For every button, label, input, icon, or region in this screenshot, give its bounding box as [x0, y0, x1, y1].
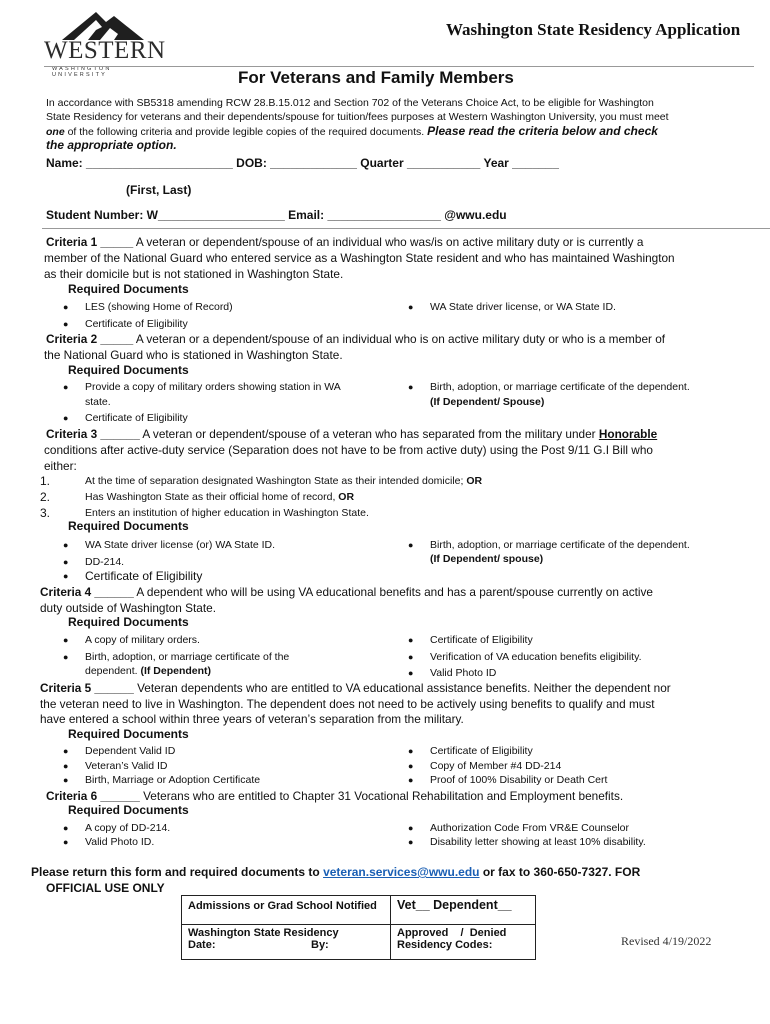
- official-use-table: [181, 895, 536, 960]
- mountain-logo-icon: [44, 10, 156, 40]
- list-item-text: Copy of Member #4 DD-214: [430, 760, 562, 772]
- residency-label: Washington State Residency: [188, 927, 339, 939]
- document-title: Washington State Residency Application: [446, 20, 741, 39]
- list-item: [63, 633, 200, 647]
- list-item: [63, 835, 155, 849]
- logo-subtitle: WASHINGTON UNIVERSITY: [52, 66, 112, 78]
- criteria-1: [46, 234, 643, 250]
- bullet-icon: ●: [408, 668, 414, 678]
- list-item-text: Certificate of Eligibility: [430, 745, 533, 757]
- list-item: [63, 380, 341, 394]
- list-item: [63, 300, 233, 314]
- bullet-icon: ●: [63, 302, 69, 312]
- bullet-icon: ●: [408, 652, 414, 662]
- list-item: [408, 633, 533, 647]
- bullet-icon: ●: [63, 837, 69, 847]
- numbered-item: [40, 474, 483, 488]
- header-rule: [44, 66, 754, 67]
- intro-line-2: State Residency for veterans and their dependents/spouse for tuition/fees purposes at Western Washington University, you must meet: [46, 111, 669, 123]
- criteria-1-required-docs-heading: Required Documents: [68, 282, 189, 296]
- criteria-5-text: Veteran dependents who are entitled to VA educational assistance benefits. Neither the dependent nor: [133, 681, 671, 695]
- list-item-text: Proof of 100% Disability or Death Cert: [430, 774, 608, 786]
- list-item: [63, 317, 188, 331]
- bullet-icon: ●: [63, 382, 69, 392]
- list-item-text: Disability letter showing at least 10% disability.: [430, 836, 646, 848]
- list-item: [63, 538, 276, 552]
- name-dob-field-row[interactable]: Name: ______________________ DOB: _____________ Quarter ___________ Year _______: [46, 156, 559, 170]
- item-number: 2.: [40, 490, 51, 504]
- return-text: Please return this form and required documents to: [31, 865, 324, 879]
- date-label[interactable]: Date:: [188, 939, 216, 951]
- list-item-text: Dependent Valid ID: [85, 745, 176, 757]
- intro-line-1: In accordance with SB5318 amending RCW 28.B.15.012 and Section 702 of the Veterans Choice Act, to be eligible for Washington: [46, 97, 654, 109]
- bullet-icon: ●: [63, 571, 69, 581]
- list-item: [408, 380, 690, 394]
- criteria-3: [46, 426, 657, 442]
- section-rule: [42, 228, 770, 229]
- table-row: [182, 896, 536, 925]
- form-subtitle: For Veterans and Family Members: [238, 68, 514, 87]
- list-item: [408, 821, 630, 835]
- criteria-3-line-3: either:: [44, 459, 77, 473]
- list-item-text: Has Washington State as their official home of record,: [85, 491, 339, 503]
- criteria-2-text: A veteran or a dependent/spouse of an individual who is on active military duty or who is a member of: [133, 332, 666, 346]
- criteria-6-text: Veterans who are entitled to Chapter 31 Vocational Rehabilitation and Employment benefits.: [139, 789, 624, 803]
- criteria-3-required-docs-heading: Required Documents: [68, 519, 189, 533]
- fax-text: or fax to 360-650-7327. FOR: [479, 865, 641, 879]
- list-item-text: dependent.: [85, 665, 141, 677]
- bullet-icon: ●: [408, 761, 414, 771]
- by-label[interactable]: By:: [311, 939, 329, 951]
- list-item-text: WA State driver license, or WA State ID.: [430, 301, 616, 313]
- list-item: [408, 300, 616, 314]
- table-row: [182, 925, 536, 960]
- list-item-text: Birth, adoption, or marriage certificate of the: [85, 651, 290, 663]
- list-item-note: (If Dependent/ spouse): [430, 553, 544, 565]
- criteria-5-line-2: the veteran need to live in Washington. The dependent does not need to be actively using benefits to qualify and must: [40, 697, 655, 711]
- list-item-continued: state.: [85, 396, 111, 408]
- intro-instruction-end: the appropriate option.: [46, 138, 177, 152]
- bullet-icon: ●: [63, 746, 69, 756]
- bullet-icon: ●: [63, 652, 69, 662]
- item-number: 3.: [40, 506, 51, 520]
- list-item-text: Valid Photo ID.: [85, 836, 155, 848]
- official-use-heading: OFFICIAL USE ONLY: [46, 881, 165, 895]
- intro-text: of the following criteria and provide legible copies of the required documents.: [64, 126, 428, 138]
- approval-cell: [391, 925, 536, 960]
- bullet-icon: ●: [63, 557, 69, 567]
- criteria-4-checkbox[interactable]: Criteria 4 ______: [40, 585, 134, 599]
- criteria-1-text: A veteran or dependent/spouse of an individual who was/is on active military duty or is currently a: [133, 235, 644, 249]
- list-item-text: Veteran’s Valid ID: [85, 760, 168, 772]
- list-item: [63, 821, 171, 835]
- criteria-1-line-3: as their domicile but is not stationed in Washington State.: [44, 267, 344, 281]
- list-item-continued: [85, 664, 211, 678]
- criteria-5-required-docs-heading: Required Documents: [68, 727, 189, 741]
- criteria-2-checkbox[interactable]: Criteria 2 _____: [46, 332, 134, 346]
- student-email-field-row[interactable]: Student Number: W___________________ Email: _________________ @wwu.edu: [46, 208, 507, 222]
- return-instructions: [31, 865, 640, 879]
- list-item: [408, 666, 497, 680]
- bullet-icon: ●: [63, 319, 69, 329]
- criteria-2-line-2: the National Guard who is stationed in Washington State.: [44, 348, 343, 362]
- list-item-text: DD-214.: [85, 556, 125, 568]
- list-item: [63, 555, 125, 569]
- list-item: [408, 538, 690, 552]
- or-emphasis: OR: [466, 475, 483, 487]
- criteria-6-checkbox[interactable]: Criteria 6 ______: [46, 789, 140, 803]
- list-item: [63, 650, 290, 664]
- list-item: [408, 744, 533, 758]
- numbered-item: [40, 506, 369, 520]
- list-item-text: Provide a copy of military orders showing station in WA: [85, 381, 341, 393]
- or-emphasis: OR: [338, 491, 355, 503]
- criteria-5-checkbox[interactable]: Criteria 5 ______: [40, 681, 134, 695]
- revision-date: Revised 4/19/2022: [621, 934, 712, 948]
- residency-cell: [182, 925, 391, 960]
- criteria-3-text: A veteran or dependent/spouse of a veteran who has separated from the military under: [139, 427, 599, 441]
- list-item-text: Birth, Marriage or Adoption Certificate: [85, 774, 261, 786]
- list-item-text: Verification of VA education benefits eligibility.: [430, 651, 642, 663]
- list-item-text: At the time of separation designated Washington State as their intended domicile;: [85, 475, 467, 487]
- vet-dependent-cell[interactable]: Vet__ Dependent__: [391, 896, 536, 925]
- list-item-note: (If Dependent): [140, 665, 212, 677]
- criteria-5: [40, 680, 671, 696]
- list-item: [408, 773, 608, 787]
- criteria-2: [46, 331, 665, 347]
- bullet-icon: ●: [63, 540, 69, 550]
- list-item-text: Valid Photo ID: [430, 667, 497, 679]
- bullet-icon: ●: [408, 823, 414, 833]
- criteria-4-required-docs-heading: Required Documents: [68, 615, 189, 629]
- first-last-hint: (First, Last): [126, 183, 192, 197]
- bullet-icon: ●: [408, 635, 414, 645]
- list-item-text: Certificate of Eligibility: [85, 412, 188, 424]
- criteria-4: [40, 584, 653, 600]
- list-item-text: Birth, adoption, or marriage certificate of the dependent.: [430, 381, 690, 393]
- list-item: [408, 650, 642, 664]
- list-item: [408, 835, 646, 849]
- criteria-3-line-2: conditions after active-duty service (Separation does not have to be from active duty) using the Post 9/11 G.I Bill who: [44, 443, 653, 457]
- criteria-6: [46, 788, 623, 804]
- bullet-icon: ●: [63, 823, 69, 833]
- list-item-text: Certificate of Eligibility: [85, 569, 203, 583]
- criteria-5-line-3: have entered a school within three years of veteran’s separation from the military.: [40, 712, 464, 726]
- bullet-icon: ●: [408, 837, 414, 847]
- criteria-6-required-docs-heading: Required Documents: [68, 803, 189, 817]
- list-item-text: Certificate of Eligibility: [85, 318, 188, 330]
- item-number: 1.: [40, 474, 51, 488]
- admissions-notified-cell: Admissions or Grad School Notified: [182, 896, 391, 925]
- list-item: [63, 759, 168, 773]
- list-item: [63, 569, 203, 583]
- list-item: [63, 411, 188, 425]
- numbered-item: [40, 490, 355, 504]
- residency-codes-label[interactable]: Residency Codes:: [397, 939, 493, 951]
- criteria-1-line-2: member of the National Guard who entered service as a Washington State resident and who has maintained Washington: [44, 251, 675, 265]
- criteria-4-line-2: duty outside of Washington State.: [40, 601, 216, 615]
- intro-line-3: [46, 124, 658, 139]
- criteria-1-checkbox[interactable]: Criteria 1 _____: [46, 235, 134, 249]
- list-item-text: Birth, adoption, or marriage certificate of the dependent.: [430, 539, 690, 551]
- criteria-3-checkbox[interactable]: Criteria 3 ______: [46, 427, 140, 441]
- list-item-text: Certificate of Eligibility: [430, 634, 533, 646]
- bullet-icon: ●: [63, 635, 69, 645]
- intro-instruction: Please read the criteria below and check: [427, 124, 658, 138]
- bullet-icon: ●: [408, 775, 414, 785]
- veteran-services-email-link[interactable]: veteran.services@wwu.edu: [323, 865, 480, 879]
- bullet-icon: ●: [63, 775, 69, 785]
- logo-wordmark: WESTERN: [44, 37, 166, 64]
- intro-line-4: [46, 138, 177, 152]
- list-item-text: WA State driver license (or) WA State ID.: [85, 539, 276, 551]
- list-item-text: Authorization Code From VR&E Counselor: [430, 822, 630, 834]
- intro-emphasis: one: [46, 126, 65, 138]
- list-item-text: Enters an institution of higher education in Washington State.: [85, 507, 369, 519]
- bullet-icon: ●: [63, 761, 69, 771]
- bullet-icon: ●: [408, 540, 414, 550]
- wwu-logo: [44, 10, 166, 78]
- bullet-icon: ●: [408, 746, 414, 756]
- honorable-emphasis: Honorable: [598, 427, 658, 441]
- list-item: [63, 744, 176, 758]
- list-item-text: A copy of DD-214.: [85, 822, 171, 834]
- bullet-icon: ●: [408, 302, 414, 312]
- bullet-icon: ●: [408, 382, 414, 392]
- list-item: [408, 759, 562, 773]
- list-item-note: (If Dependent/ Spouse): [430, 396, 545, 408]
- bullet-icon: ●: [63, 413, 69, 423]
- list-item-text: LES (showing Home of Record): [85, 301, 233, 313]
- approved-denied-options[interactable]: Approved / Denied: [397, 927, 507, 939]
- date-by-row: [188, 939, 384, 951]
- list-item: [63, 773, 261, 787]
- list-item-text: A copy of military orders.: [85, 634, 200, 646]
- criteria-4-text: A dependent who will be using VA educational benefits and has a parent/spouse currently on active: [133, 585, 653, 599]
- criteria-2-required-docs-heading: Required Documents: [68, 363, 189, 377]
